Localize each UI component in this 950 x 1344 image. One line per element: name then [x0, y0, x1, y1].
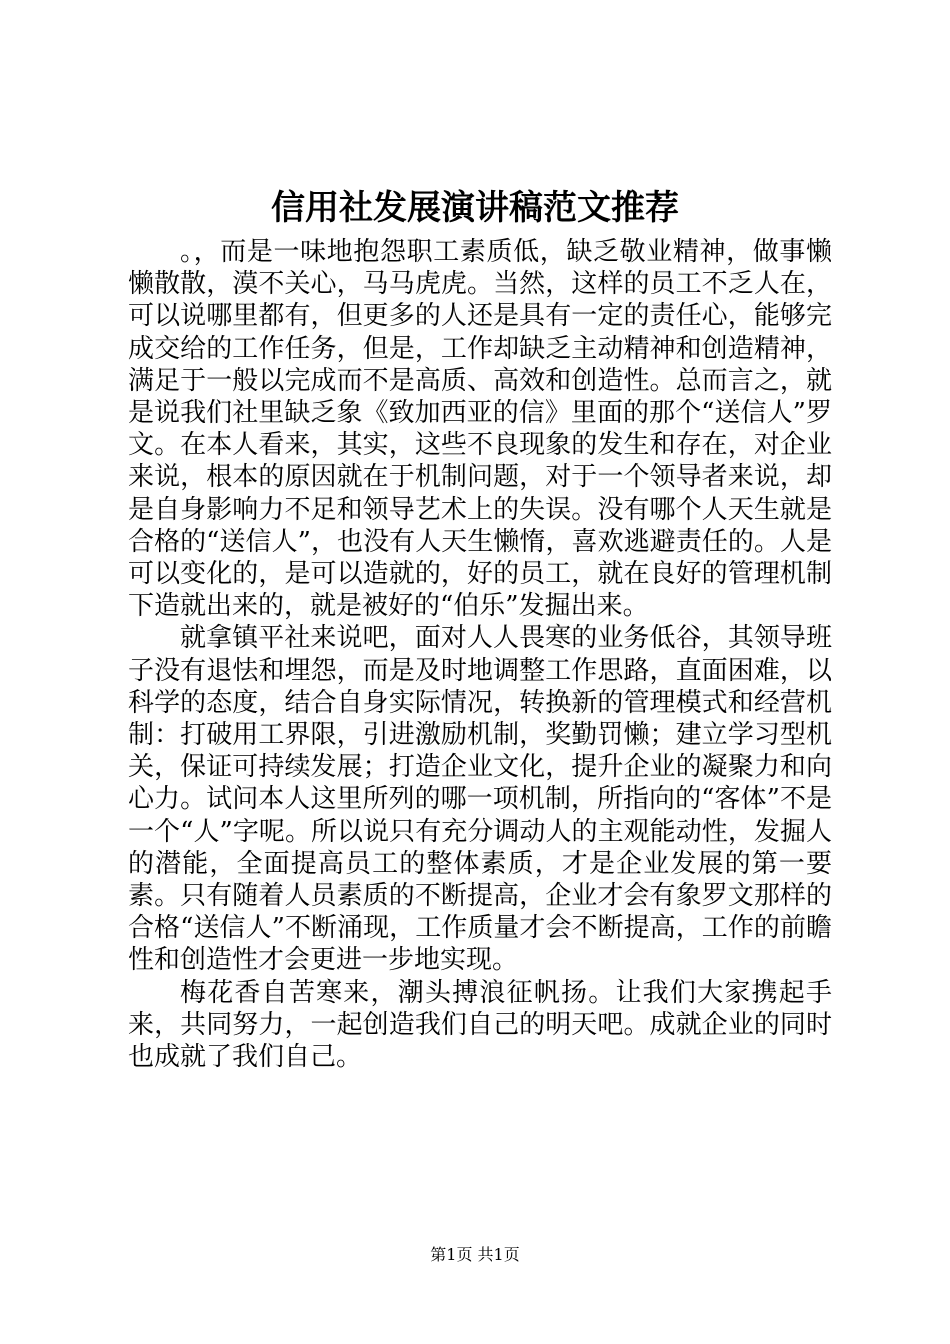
page-footer: 第1页 共1页: [430, 1245, 520, 1264]
paragraph-2: 就拿镇平社来说吧，面对人人畏寒的业务低谷，其领导班子没有退怯和埋怨，而是及时地调整工作思路，直面困难，以科学的态度，结合自身实际情况，转换新的管理模式和经营机制：打破用工界限，引进激励机制，奖勤罚懒；建立学习型机关，保证可持续发展；打造企业文化，提升企业的凝聚力和向心力。试问本人这里所列的哪一项机制，所指向的“客体”不是一个“人”字呢。所以说只有充分调动人的主观能动性，发掘人的潜能，全面提高员工的整体素质，才是企业发展的第一要素。只有随着人员素质的不断提高，企业才会有象罗文那样的合格“送信人”不断涌现，工作质量才会不断提高，工作的前瞻性和创造性才会更进一步地实现。: [128, 623, 832, 976]
page-title: 信用社发展演讲稿范文推荐: [271, 188, 679, 228]
document-body: [128, 236, 832, 1073]
paragraph-1: 。，而是一味地抱怨职工素质低，缺乏敬业精神，做事懒懒散散，漠不关心，马马虎虎。当然，这样的员工不乏人在，可以说哪里都有，但更多的人还是具有一定的责任心，能够完成交给的工作任务，但是，工作却缺乏主动精神和创造精神，满足于一般以完成而不是高质、高效和创造性。总而言之，就是说我们社里缺乏象《致加西亚的信》里面的那个“送信人”罗文。在本人看来，其实，这些不良现象的发生和存在，对企业来说，根本的原因就在于机制问题，对于一个领导者来说，却是自身影响力不足和领导艺术上的失误。没有哪个人天生就是合格的“送信人”，也没有人天生懒惰，喜欢逃避责任的。人是可以变化的，是可以造就的，好的员工，就在良好的管理机制下造就出来的，就是被好的“伯乐”发掘出来。: [128, 237, 832, 622]
paragraph-3: 梅花香自苦寒来，潮头搏浪征帆扬。让我们大家携起手来，共同努力，一起创造我们自己的明天吧。成就企业的同时也成就了我们自己。: [128, 977, 832, 1073]
